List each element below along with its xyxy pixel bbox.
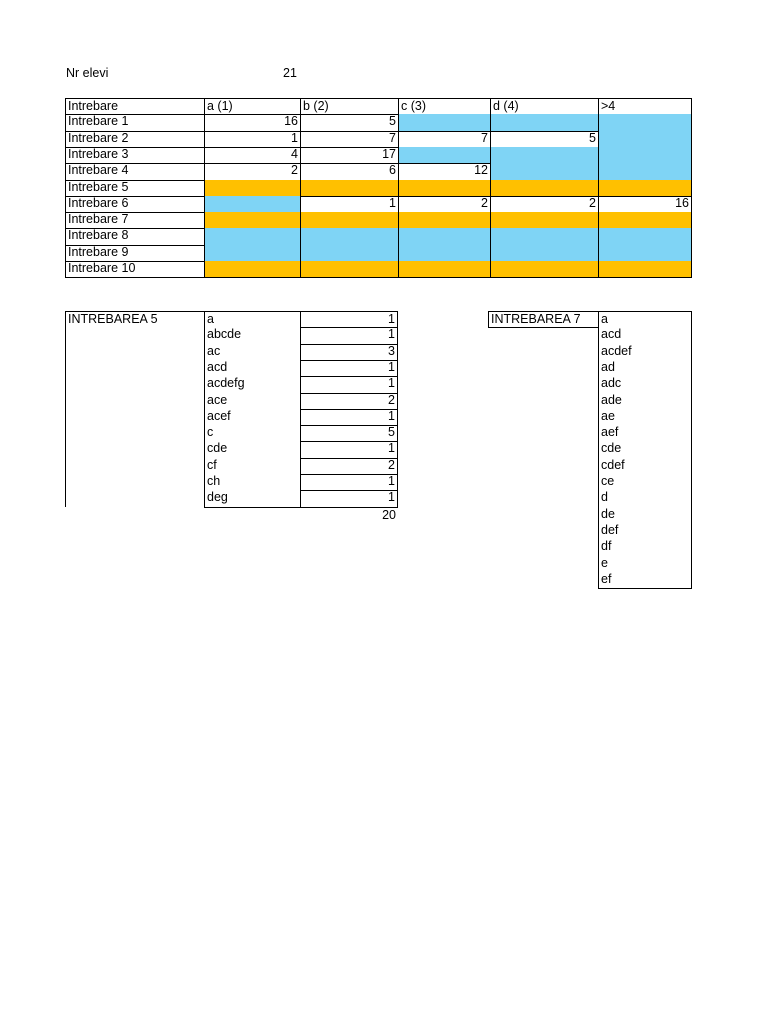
data-cell: 17	[300, 147, 398, 164]
data-cell	[204, 245, 300, 262]
q5-answer: abcde	[204, 327, 301, 345]
q5-title: INTREBAREA 5	[65, 311, 205, 507]
header-cell: d (4)	[490, 98, 598, 115]
data-cell	[598, 228, 692, 246]
row-label: Intrebare 5	[65, 180, 204, 197]
q5-count: 1	[300, 490, 398, 508]
data-cell	[398, 212, 490, 229]
q7-answer: de	[598, 507, 692, 524]
data-cell	[300, 180, 398, 197]
q5-count: 2	[300, 393, 398, 410]
q7-answer: cdef	[598, 458, 692, 475]
data-cell	[490, 163, 598, 181]
data-cell	[598, 212, 692, 229]
q7-answer: adc	[598, 376, 692, 394]
data-cell: 1	[300, 196, 398, 213]
data-cell	[598, 245, 692, 262]
q5-count: 1	[300, 327, 398, 345]
data-cell	[204, 228, 300, 246]
q5-count: 1	[300, 409, 398, 426]
nr-elevi-value: 21	[283, 66, 297, 80]
q5-answer: a	[204, 311, 301, 328]
q5-count: 2	[300, 458, 398, 475]
data-cell: 2	[204, 163, 300, 181]
header-cell: >4	[598, 98, 692, 115]
data-cell	[398, 245, 490, 262]
data-cell	[398, 180, 490, 197]
data-cell	[598, 163, 692, 181]
data-cell: 2	[398, 196, 490, 213]
nr-elevi-label: Nr elevi	[66, 66, 109, 80]
header-cell: b (2)	[300, 98, 398, 115]
data-cell	[598, 180, 692, 197]
data-cell: 12	[398, 163, 490, 181]
data-cell	[398, 228, 490, 246]
data-cell: 1	[204, 131, 300, 148]
data-cell: 7	[300, 131, 398, 148]
data-cell: 4	[204, 147, 300, 164]
data-cell	[398, 261, 490, 278]
q7-answer: acd	[598, 327, 692, 345]
q5-count: 1	[300, 376, 398, 394]
data-cell	[598, 131, 692, 148]
q5-answer: cf	[204, 458, 301, 475]
data-cell	[490, 114, 598, 132]
q7-answer: e	[598, 556, 692, 573]
q5-count: 1	[300, 360, 398, 377]
row-label: Intrebare 8	[65, 228, 204, 246]
q5-count: 3	[300, 344, 398, 361]
q7-answer: ade	[598, 393, 692, 410]
q5-count: 1	[300, 441, 398, 459]
q5-count: 1	[300, 311, 398, 328]
q7-answer: df	[598, 539, 692, 557]
row-label: Intrebare 4	[65, 163, 204, 181]
q7-answer: ae	[598, 409, 692, 426]
q5-answer: acd	[204, 360, 301, 377]
q5-answer: cde	[204, 441, 301, 459]
data-cell	[490, 212, 598, 229]
data-cell: 2	[490, 196, 598, 213]
q5-answer: ac	[204, 344, 301, 361]
header-cell: a (1)	[204, 98, 300, 115]
data-cell	[300, 261, 398, 278]
data-cell: 5	[490, 131, 598, 148]
data-cell	[204, 261, 300, 278]
data-cell: 16	[598, 196, 692, 213]
row-label: Intrebare 2	[65, 131, 204, 148]
q7-answer: def	[598, 523, 692, 540]
q5-count: 5	[300, 425, 398, 442]
data-cell: 5	[300, 114, 398, 132]
q7-title: INTREBAREA 7	[488, 311, 599, 328]
data-cell	[204, 180, 300, 197]
data-cell	[300, 245, 398, 262]
data-cell	[398, 114, 490, 132]
q5-answer: deg	[204, 490, 301, 508]
data-cell: 16	[204, 114, 300, 132]
data-cell	[490, 245, 598, 262]
data-cell: 7	[398, 131, 490, 148]
q7-answer: aef	[598, 425, 692, 442]
q7-answer: ef	[598, 572, 692, 589]
data-cell	[490, 261, 598, 278]
q7-answer: d	[598, 490, 692, 508]
q7-answer: a	[598, 311, 692, 328]
data-cell	[398, 147, 490, 164]
data-cell	[204, 212, 300, 229]
q5-answer: acef	[204, 409, 301, 426]
data-cell	[300, 212, 398, 229]
row-label: Intrebare 9	[65, 245, 204, 262]
q5-count: 1	[300, 474, 398, 491]
q5-answer: ace	[204, 393, 301, 410]
q7-answer: cde	[598, 441, 692, 459]
row-label: Intrebare 10	[65, 261, 204, 278]
q5-answer: ch	[204, 474, 301, 491]
row-label: Intrebare 3	[65, 147, 204, 164]
row-label: Intrebare 6	[65, 196, 204, 213]
data-cell	[598, 261, 692, 278]
q7-answer: acdef	[598, 344, 692, 361]
data-cell	[490, 180, 598, 197]
data-cell: 6	[300, 163, 398, 181]
row-label: Intrebare 7	[65, 212, 204, 229]
header-cell: Intrebare	[65, 98, 204, 115]
header-cell: c (3)	[398, 98, 490, 115]
q5-total: 20	[382, 508, 396, 522]
q5-answer: c	[204, 425, 301, 442]
data-cell	[598, 147, 692, 164]
row-label: Intrebare 1	[65, 114, 204, 132]
data-cell	[598, 114, 692, 132]
data-cell	[490, 228, 598, 246]
q5-answer: acdefg	[204, 376, 301, 394]
data-cell	[300, 228, 398, 246]
q7-answer: ad	[598, 360, 692, 377]
data-cell	[204, 196, 300, 213]
data-cell	[490, 147, 598, 164]
q7-answer: ce	[598, 474, 692, 491]
